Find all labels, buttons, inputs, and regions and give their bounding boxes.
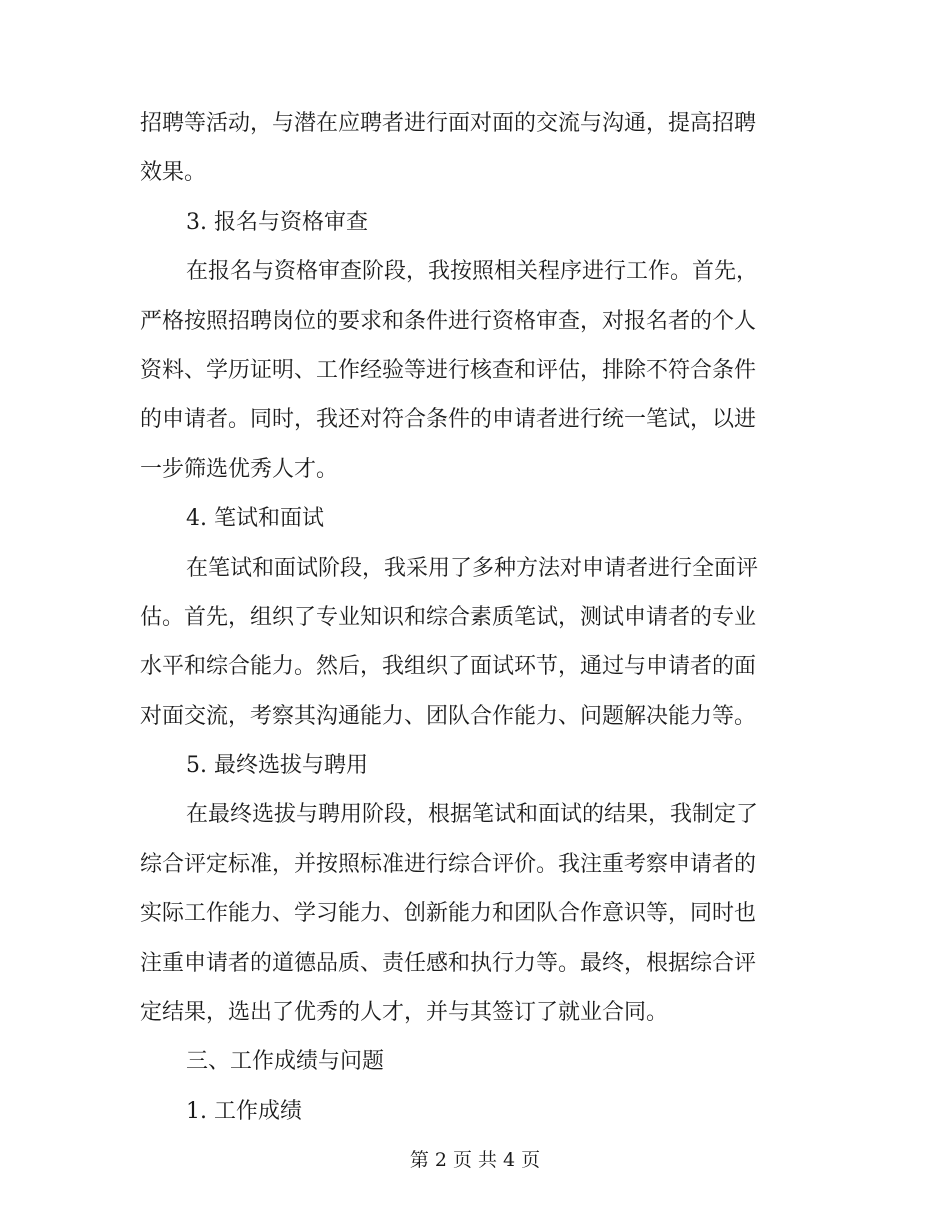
paragraph-line: 对面交流，考察其沟通能力、团队合作能力、问题解决能力等。 bbox=[140, 703, 757, 729]
document-body bbox=[140, 99, 800, 1136]
section-heading: 5. 最终选拔与聘用 bbox=[186, 753, 368, 779]
paragraph-line: 一步筛选优秀人才。 bbox=[140, 456, 339, 482]
paragraph-line: 严格按照招聘岗位的要求和条件进行资格审查，对报名者的个人 bbox=[140, 308, 757, 334]
paragraph-line: 水平和综合能力。然后，我组织了面试环节，通过与申请者的面 bbox=[140, 654, 757, 680]
paragraph-line: 在笔试和面试阶段，我采用了多种方法对申请者进行全面评 bbox=[186, 555, 759, 581]
paragraph-line: 在最终选拔与聘用阶段，根据笔试和面试的结果，我制定了 bbox=[186, 802, 759, 828]
page-number-footer: 第 2 页 共 4 页 bbox=[409, 1149, 541, 1171]
paragraph-line: 资料、学历证明、工作经验等进行核查和评估，排除不符合条件 bbox=[140, 357, 757, 383]
paragraph-line: 效果。 bbox=[140, 160, 207, 186]
section-heading: 三、工作成绩与问题 bbox=[186, 1049, 385, 1075]
section-heading: 4. 笔试和面试 bbox=[186, 506, 324, 532]
section-heading: 1. 工作成绩 bbox=[186, 1098, 302, 1124]
paragraph-line: 在报名与资格审查阶段，我按照相关程序进行工作。首先， bbox=[186, 259, 759, 285]
paragraph-line: 注重申请者的道德品质、责任感和执行力等。最终，根据综合评 bbox=[140, 950, 757, 976]
paragraph-line: 估。首先，组织了专业知识和综合素质笔试，测试申请者的专业 bbox=[140, 604, 757, 630]
paragraph-line: 的申请者。同时，我还对符合条件的申请者进行统一笔试，以进 bbox=[140, 407, 757, 433]
paragraph-line: 实际工作能力、学习能力、创新能力和团队合作意识等，同时也 bbox=[140, 901, 757, 927]
paragraph-line: 定结果，选出了优秀的人才，并与其签订了就业合同。 bbox=[140, 1000, 669, 1026]
paragraph-line: 综合评定标准，并按照标准进行综合评价。我注重考察申请者的 bbox=[140, 851, 757, 877]
section-heading: 3. 报名与资格审查 bbox=[186, 209, 368, 235]
paragraph-line: 招聘等活动，与潜在应聘者进行面对面的交流与沟通，提高招聘 bbox=[140, 111, 757, 136]
